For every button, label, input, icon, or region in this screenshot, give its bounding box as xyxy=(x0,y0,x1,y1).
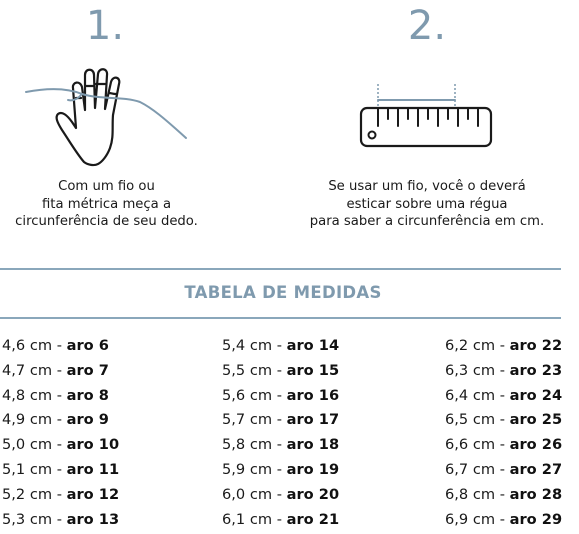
caption-line: esticar sobre uma régua xyxy=(346,196,508,212)
size-row xyxy=(445,336,562,361)
size-aro: aro 18 xyxy=(286,436,340,454)
size-cm: 4,8 cm - xyxy=(2,386,67,404)
size-column-2 xyxy=(222,336,339,534)
size-cm: 5,7 cm - xyxy=(222,411,287,429)
size-cm: 6,7 cm - xyxy=(445,460,510,478)
size-aro: aro 20 xyxy=(286,485,340,503)
size-cm: 6,5 cm - xyxy=(445,411,510,429)
size-aro: aro 14 xyxy=(286,337,340,354)
size-aro: aro 8 xyxy=(66,386,109,404)
size-aro: aro 23 xyxy=(509,361,563,379)
size-cm: 6,1 cm - xyxy=(222,510,287,528)
caption-line: para saber a circunferência em cm. xyxy=(309,214,545,229)
size-aro: aro 6 xyxy=(66,337,109,354)
size-row xyxy=(2,386,119,411)
size-row xyxy=(2,485,119,510)
caption-line: Com um fio ou xyxy=(58,179,155,194)
size-aro: aro 25 xyxy=(509,411,563,429)
size-aro: aro 9 xyxy=(66,411,109,429)
size-cm: 6,2 cm - xyxy=(445,337,510,354)
size-row xyxy=(2,336,119,361)
size-cm: 6,3 cm - xyxy=(445,361,510,379)
step-2-caption xyxy=(280,178,574,231)
size-aro: aro 26 xyxy=(509,436,563,454)
size-cm: 4,9 cm - xyxy=(2,411,67,429)
size-cm: 5,9 cm - xyxy=(222,460,287,478)
table-title: TABELA DE MEDIDAS xyxy=(184,283,382,302)
size-cm: 5,6 cm - xyxy=(222,386,287,404)
size-cm: 5,3 cm - xyxy=(2,510,67,528)
size-aro: aro 21 xyxy=(286,510,340,528)
step-2-number: 2. xyxy=(407,3,447,49)
step-1-caption xyxy=(0,178,213,231)
size-cm: 5,1 cm - xyxy=(2,460,67,478)
size-row xyxy=(222,485,339,510)
size-cm: 6,8 cm - xyxy=(445,485,510,503)
size-aro: aro 12 xyxy=(66,485,120,503)
size-row xyxy=(222,410,339,435)
divider-bottom xyxy=(0,317,561,319)
size-cm: 5,2 cm - xyxy=(2,485,67,503)
size-aro: aro 13 xyxy=(66,510,120,528)
size-cm: 6,9 cm - xyxy=(445,510,510,528)
size-row xyxy=(222,336,339,361)
size-row xyxy=(222,510,339,534)
size-cm: 6,0 cm - xyxy=(222,485,287,503)
size-row xyxy=(222,361,339,386)
size-cm: 4,7 cm - xyxy=(2,361,67,379)
size-aro: aro 27 xyxy=(509,460,563,478)
size-aro: aro 15 xyxy=(286,361,340,379)
size-aro: aro 28 xyxy=(509,485,563,503)
size-row xyxy=(2,361,119,386)
size-row xyxy=(445,435,562,460)
size-column-1 xyxy=(2,336,119,534)
size-cm: 4,6 cm - xyxy=(2,337,67,354)
caption-line: circunferência de seu dedo. xyxy=(15,214,198,229)
size-aro: aro 10 xyxy=(66,436,120,454)
size-aro: aro 16 xyxy=(286,386,340,404)
size-row xyxy=(222,460,339,485)
size-row xyxy=(445,361,562,386)
size-aro: aro 22 xyxy=(509,337,563,354)
size-aro: aro 11 xyxy=(66,460,120,478)
caption-line: fita métrica meça a xyxy=(41,196,172,212)
step-1-number: 1. xyxy=(85,3,125,49)
size-cm: 5,8 cm - xyxy=(222,436,287,454)
size-row xyxy=(2,460,119,485)
size-cm: 6,4 cm - xyxy=(445,386,510,404)
size-column-3 xyxy=(445,336,562,534)
size-row xyxy=(2,410,119,435)
size-aro: aro 7 xyxy=(66,361,109,379)
size-cm: 6,6 cm - xyxy=(445,436,510,454)
size-row xyxy=(2,510,119,534)
hand-with-string-icon xyxy=(22,62,202,170)
size-aro: aro 29 xyxy=(509,510,563,528)
size-row xyxy=(445,485,562,510)
size-cm: 5,0 cm - xyxy=(2,436,67,454)
size-aro: aro 24 xyxy=(509,386,563,404)
size-cm: 5,5 cm - xyxy=(222,361,287,379)
size-row xyxy=(445,510,562,534)
size-row xyxy=(222,386,339,411)
size-aro: aro 19 xyxy=(286,460,340,478)
size-row xyxy=(2,435,119,460)
size-row xyxy=(445,410,562,435)
size-row xyxy=(445,386,562,411)
size-row xyxy=(222,435,339,460)
ruler-icon xyxy=(345,80,505,152)
caption-line: Se usar um fio, você o deverá xyxy=(328,179,526,194)
size-row xyxy=(445,460,562,485)
divider-top xyxy=(0,268,561,270)
size-cm: 5,4 cm - xyxy=(222,337,287,354)
size-aro: aro 17 xyxy=(286,411,340,429)
